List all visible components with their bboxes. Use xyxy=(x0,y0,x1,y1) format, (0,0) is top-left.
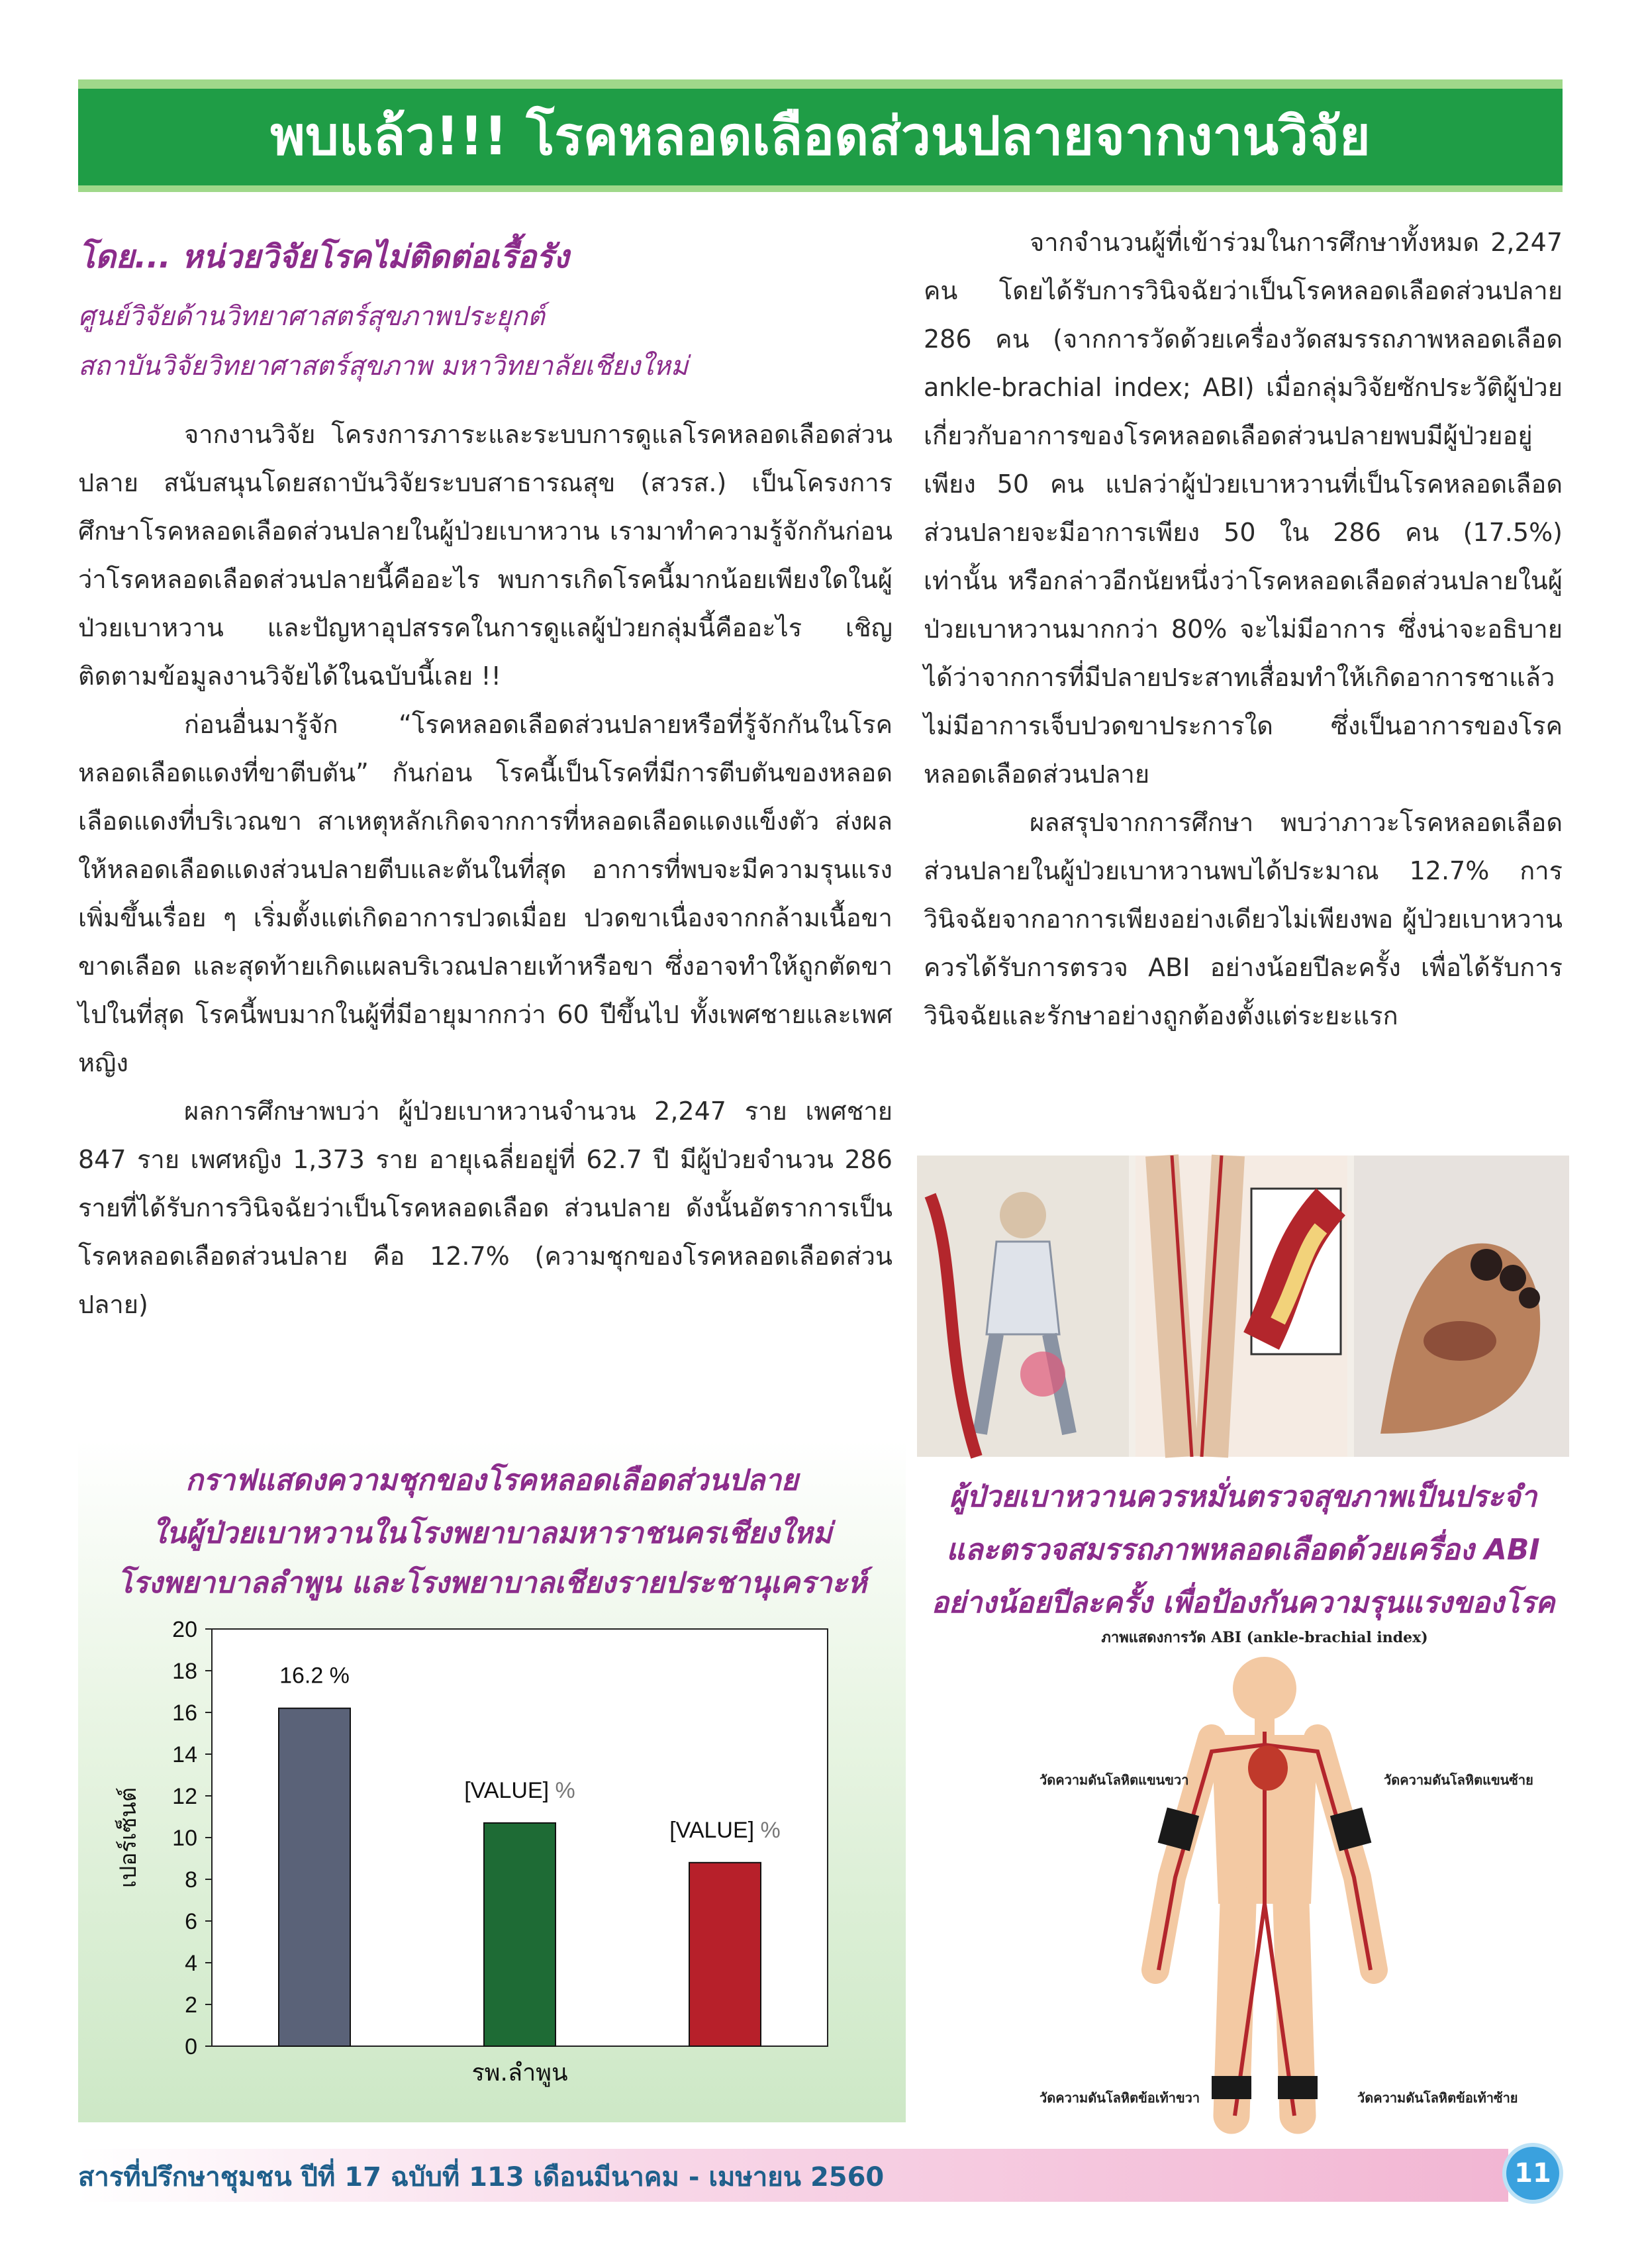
right-column-text xyxy=(924,219,1563,1040)
x-category-label: รพ.ลำพูน xyxy=(471,2059,568,2087)
bar xyxy=(689,1863,761,2046)
foot-ulcer-photo xyxy=(1354,1156,1569,1457)
y-tick-label: 18 xyxy=(172,1659,197,1684)
paragraph: ผลการศึกษาพบว่า ผู้ป่วยเบาหวานจำนวน 2,247 ราย เพศชาย 847 ราย เพศหญิง 1,373 ราย อายุเฉลี่ยอยู่ที่ 62.7 ปี มีผู้ป่วยจำนวน 286 รายที่ได้รับการวินิจฉัยว่าเป็นโรคหลอดเลือด ส่วนปลาย ดังนั้นอัตราการเป็นโรคหลอดเลือดส่วนปลาย คือ 12.7% (ความชุกของโรคหลอดเลือดส่วนปลาย) xyxy=(78,1097,893,1319)
y-tick-label: 6 xyxy=(185,1909,197,1934)
bar-data-label: [VALUE] % xyxy=(464,1777,575,1803)
bar-data-label: 16.2 % xyxy=(279,1663,350,1689)
label-left-arm: วัดความดันโลหิตแขนซ้าย xyxy=(1384,1772,1533,1788)
human-body-figure xyxy=(1155,1657,1374,2116)
y-tick-label: 4 xyxy=(185,1951,197,1976)
paragraph: ก่อนอื่นมารู้จัก “โรคหลอดเลือดส่วนปลายหรือที่รู้จักกันในโรคหลอดเลือดแดงที่ขาตีบตัน” กันก่อน โรคนี้เป็นโรคที่มีการตีบตันของหลอดเลือดแดงที่บริเวณขา สาเหตุหลักเกิดจากการที่หลอดเลือดแดงแข็งตัว ส่งผลให้หลอดเลือดแดงส่วนปลายตีบและตันในที่สุด อาการที่พบจะมีความรุนแรงเพิ่มขึ้นเรื่อย ๆ เริ่มตั้งแต่เกิดอาการปวดเมื่อย ปวดขาเนื่องจากกล้ามเนื้อขาขาดเลือด และสุดท้ายเกิดแผลบริเวณปลายเท้าหรือขา ซึ่งอาจทำให้ถูกตัดขาไปในที่สุด โรคนี้พบมากในผู้ที่มีอายุมากกว่า 60 ปีขึ้นไป ทั้งเพศชายและเพศหญิง xyxy=(78,710,893,1077)
leg-vessels-illustration xyxy=(1135,1156,1347,1457)
label-right-arm: วัดความดันโลหิตแขนขวา xyxy=(1039,1772,1189,1788)
chart-title-line: โรงพยาบาลลำพูน และโรงพยาบาลเชียงรายประชานุเคราะห์ xyxy=(117,1566,867,1600)
footer-publication-info: สารที่ปรึกษาชุมชน ปีที่ 17 ฉบับที่ 113 เดือนมีนาคม - เมษายน 2560 xyxy=(78,2162,885,2193)
bar xyxy=(484,1823,555,2046)
bar-data-label: [VALUE] % xyxy=(669,1817,781,1843)
page-title: พบแล้ว!!! โรคหลอดเลือดส่วนปลายจากงานวิจัย xyxy=(270,105,1371,167)
y-tick-label: 8 xyxy=(185,1867,197,1893)
leg-pain-illustration xyxy=(917,1156,1129,1457)
abi-figure-title: ภาพแสดงการวัด ABI (ankle-brachial index) xyxy=(1101,1629,1428,1646)
left-column-text xyxy=(78,411,893,1329)
prevalence-bar-chart xyxy=(99,1609,894,2119)
y-axis-label: เปอร์เซ็นต์ xyxy=(115,1787,142,1888)
byline-organization: ศูนย์วิจัยด้านวิทยาศาสตร์สุขภาพประยุกต์ xyxy=(78,301,545,332)
image-caption-line: อย่างน้อยปีละครั้ง เพื่อป้องกันความรุนแรงของโรค xyxy=(931,1586,1555,1620)
y-tick-label: 12 xyxy=(172,1784,197,1809)
label-right-ankle: วัดความดันโลหิตข้อเท้าขวา xyxy=(1039,2090,1200,2106)
y-tick-label: 0 xyxy=(185,2034,197,2059)
chart-title-line: กราฟแสดงความชุกของโรคหลอดเลือดส่วนปลาย xyxy=(185,1463,798,1497)
paragraph: จากงานวิจัย โครงการภาระและระบบการดูแลโรคหลอดเลือดส่วนปลาย สนับสนุนโดยสถาบันวิจัยระบบสาธารณสุข (สวรส.) เป็นโครงการศึกษาโรคหลอดเลือดส่วนปลายในผู้ป่วยเบาหวาน เรามาทำความรู้จักกันก่อนว่าโรคหลอดเลือดส่วนปลายนี้คืออะไร พบการเกิดโรคนี้มากน้อยเพียงใดในผู้ป่วยเบาหวาน และปัญหาอุปสรรคในการดูแลผู้ป่วยกลุ่มนี้คืออะไร เชิญติดตามข้อมูลงานวิจัยได้ในฉบับนี้เลย !! xyxy=(78,420,893,691)
image-caption-line: ผู้ป่วยเบาหวานควรหมั่นตรวจสุขภาพเป็นประจำ xyxy=(949,1480,1537,1514)
y-tick-label: 14 xyxy=(172,1742,197,1767)
y-tick-label: 16 xyxy=(172,1701,197,1726)
image-caption-line: และตรวจสมรรถภาพหลอดเลือดด้วยเครื่อง ABI xyxy=(946,1533,1540,1567)
chart-title-line: ในผู้ป่วยเบาหวานในโรงพยาบาลมหาราชนครเชียงใหม่ xyxy=(152,1516,832,1550)
paragraph: ผลสรุปจากการศึกษา พบว่าภาวะโรคหลอดเลือดส่วนปลายในผู้ป่วยเบาหวานพบได้ประมาณ 12.7% การวินิจฉัยจากอาการเพียงอย่างเดียวไม่เพียงพอ ผู้ป่วยเบาหวานควรได้รับการตรวจ ABI อย่างน้อยปีละครั้ง เพื่อได้รับการวินิจฉัยและรักษาอย่างถูกต้องตั้งแต่ระยะแรก xyxy=(924,808,1563,1030)
abi-measurement-diagram xyxy=(1013,1626,1533,2149)
paragraph: จากจำนวนผู้ที่เข้าร่วมในการศึกษาทั้งหมด 2,247 คน โดยได้รับการวินิจฉัยว่าเป็นโรคหลอดเลือดส่วนปลาย 286 คน (จากการวัดด้วยเครื่องวัดสมรรถภาพหลอดเลือด ankle-brachial index; ABI) เมื่อกลุ่มวิจัยซักประวัติผู้ป่วยเกี่ยวกับอาการของโรคหลอดเลือดส่วนปลายพบมีผู้ป่วยอยู่เพียง 50 คน แปลว่าผู้ป่วยเบาหวานที่เป็นโรคหลอดเลือดส่วนปลายจะมีอาการเพียง 50 ใน 286 คน (17.5%) เท่านั้น หรือกล่าวอีกนัยหนึ่งว่าโรคหลอดเลือดส่วนปลายในผู้ป่วยเบาหวานมากกว่า 80% จะไม่มีอาการ ซึ่งน่าจะอธิบายได้ว่าจากการที่มีปลายประสาทเสื่อมทำให้เกิดอาการชาแล้วไม่มีอาการเจ็บปวดขาประการใด ซึ่งเป็นอาการของโรคหลอดเลือดส่วนปลาย xyxy=(924,228,1563,789)
page-number: 11 xyxy=(1506,2147,1559,2200)
y-tick-label: 10 xyxy=(172,1826,197,1851)
byline-author: โดย... หน่วยวิจัยโรคไม่ติดต่อเรื้อรัง xyxy=(78,238,569,275)
label-left-ankle: วัดความดันโลหิตข้อเท้าซ้าย xyxy=(1357,2090,1518,2106)
byline-institute: สถาบันวิจัยวิทยาศาสตร์สุขภาพ มหาวิทยาลัยเชียงใหม่ xyxy=(78,351,689,381)
disease-illustrations xyxy=(917,1156,1569,1457)
y-tick-label: 2 xyxy=(185,1993,197,2018)
y-tick-label: 20 xyxy=(172,1617,197,1642)
bar xyxy=(279,1708,350,2046)
